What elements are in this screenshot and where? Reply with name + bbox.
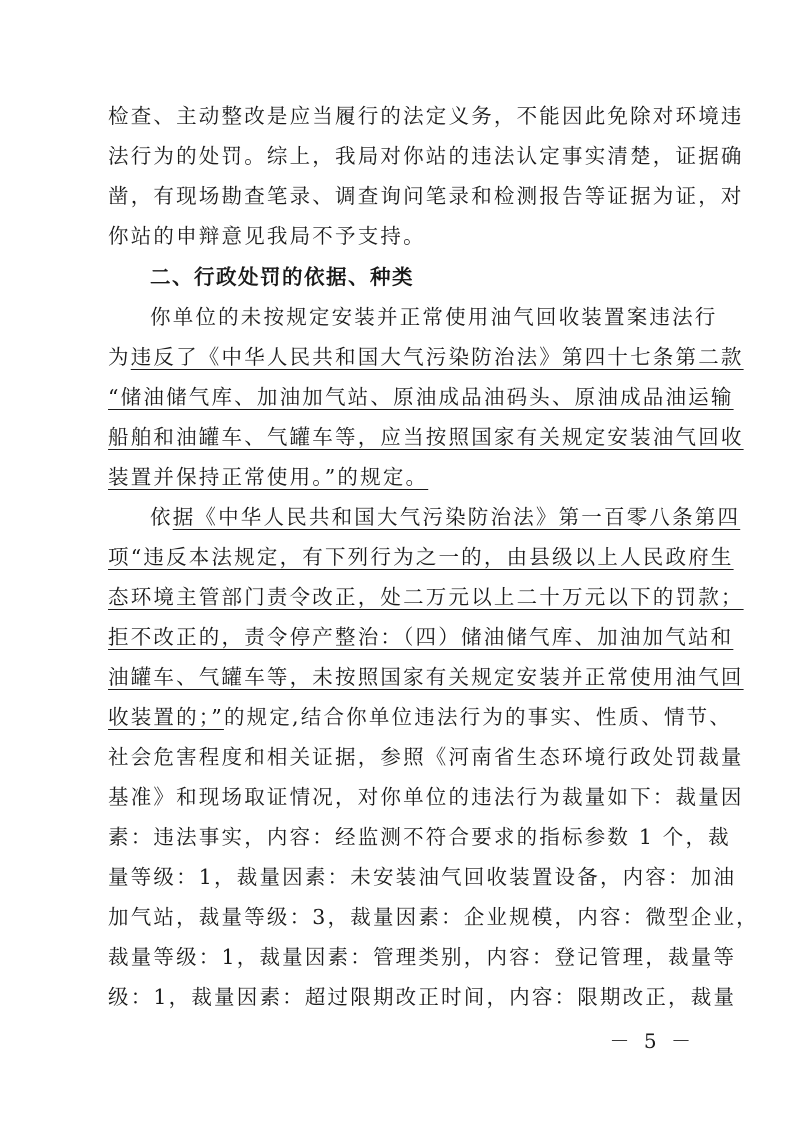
line-text: 凿，有现场勘查笔录、调查询问笔录和检测报告等证据为证，对 xyxy=(108,184,744,208)
body-text-line xyxy=(108,583,744,611)
line-text: 加气站，裁量等级：3，裁量因素：企业规模，内容：微型企业， xyxy=(108,905,759,929)
body-text-line xyxy=(150,503,741,531)
line-text: 级：1，裁量因素：超过限期改正时间，内容：限期改正，裁量 xyxy=(108,985,737,1009)
body-text-line xyxy=(108,943,737,971)
body-text-line xyxy=(108,823,731,851)
body-text-line xyxy=(150,303,718,331)
body-text-line xyxy=(108,343,744,371)
body-text-line xyxy=(108,863,737,891)
line-text: 基准》和现场取证情况，对你单位的违法行为裁量如下：裁量因 xyxy=(108,785,744,809)
body-text-line xyxy=(108,703,733,731)
line-text: 你单位的未按规定安装并正常使用油气回收装置案违法行 xyxy=(150,305,718,329)
line-text: 你站的申辩意见我局不予支持。 xyxy=(108,224,426,248)
body-text-line xyxy=(108,142,744,170)
body-text-line xyxy=(108,222,696,250)
line-text: 法行为的处罚。综上，我局对你站的违法认定事实清楚，证据确 xyxy=(108,144,744,168)
underlined-citation: 拒不改正的，责令停产整治：（四）储油储气库、加油加气站和 xyxy=(108,625,734,649)
body-text-line xyxy=(108,743,744,771)
underlined-citation: 项“违反本法规定，有下列行为之一的，由县级以上人民政府生 xyxy=(108,545,734,569)
line-text: 素：违法事实，内容：经监测不符合要求的指标参数 1 个，裁 xyxy=(108,825,731,849)
body-text-line xyxy=(108,983,737,1011)
underlined-citation: 油罐车、气罐车等，未按照国家有关规定安装并正常使用油气回 xyxy=(108,665,744,689)
line-text: 社会危害程度和相关证据，参照《河南省生态环境行政处罚裁量 xyxy=(108,745,744,769)
body-text-line xyxy=(108,102,744,130)
underlined-citation: 收装置的；” xyxy=(108,705,224,729)
line-text: 依 xyxy=(150,505,173,529)
body-text-line xyxy=(108,423,744,451)
line-text: 的规定,结合你单位违法行为的事实、性质、情节、 xyxy=(223,705,733,729)
underlined-citation: “储油储气库、加油加气站、原油成品油码头、原油成品油运输 xyxy=(108,385,734,409)
underlined-citation: 据《中华人民共和国大气污染防治法》第一百零八条第四 xyxy=(172,505,741,529)
body-text-line xyxy=(108,903,759,931)
body-text-line xyxy=(108,663,744,691)
line-text: 为 xyxy=(108,345,131,369)
line-text: 检查、主动整改是应当履行的法定义务，不能因此免除对环境违 xyxy=(108,104,744,128)
underlined-citation: 违反了《中华人民共和国大气污染防治法》第四十七条第二款 xyxy=(130,345,744,369)
body-text-line xyxy=(108,623,734,651)
heading-text: 二、行政处罚的依据、种类 xyxy=(150,265,414,289)
page-number: － 5 － xyxy=(609,1029,695,1053)
body-text-line xyxy=(108,383,734,411)
body-text-line xyxy=(108,182,744,210)
body-text-line xyxy=(108,463,696,491)
body-text-line xyxy=(108,783,744,811)
body-text-line xyxy=(108,543,734,571)
underlined-citation: 态环境主管部门责令改正，处二万元以上二十万元以下的罚款； xyxy=(108,585,744,609)
line-text: 量等级：1，裁量因素：未安装油气回收装置设备，内容：加油 xyxy=(108,865,737,889)
underlined-citation: 装置并保持正常使用。”的规定。 xyxy=(108,465,429,489)
underlined-citation: 船舶和油罐车、气罐车等，应当按照国家有关规定安装油气回收 xyxy=(108,425,744,449)
section-heading xyxy=(150,263,696,291)
line-text: 裁量等级：1，裁量因素：管理类别，内容：登记管理，裁量等 xyxy=(108,945,737,969)
